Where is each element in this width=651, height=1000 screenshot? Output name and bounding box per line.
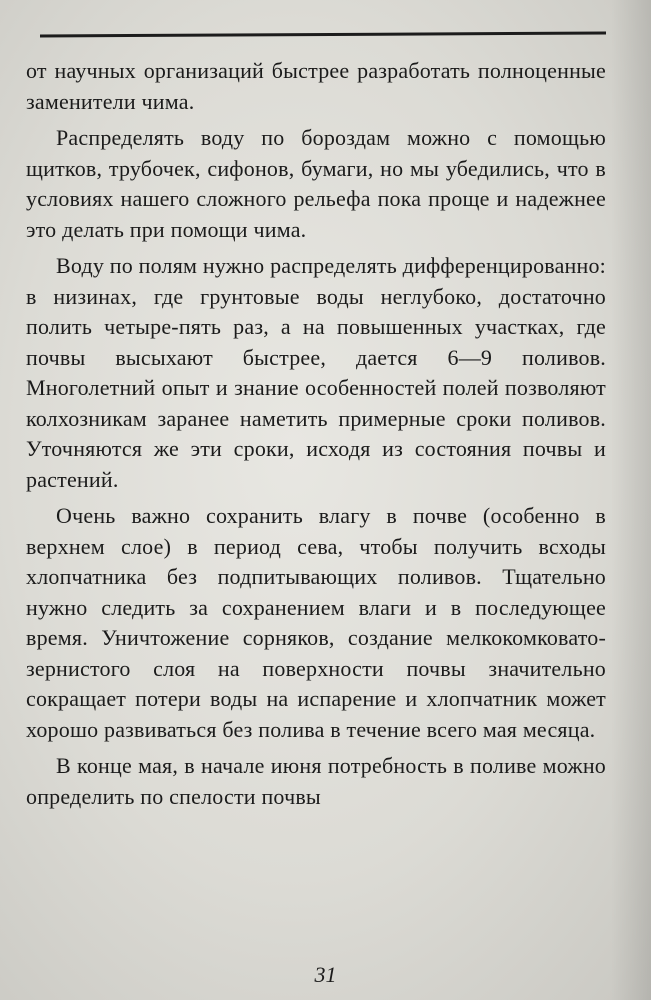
body-text [26,56,606,818]
paragraph: В конце мая, в начале июня потребность в поливе можно определить по спелости почвы [26,753,606,809]
paragraph: Очень важно сохранить влагу в почве (особенно в верхнем слое) в период сева, чтобы получить всходы хлопчатника без подпитывающих поливов. Тщательно нужно следить за сохранением влаги и в последующее время. Уничтожение сорняков, создание мелкокомковато-зернистого слоя на поверхности почвы значительно сокращает потери воды на испарение и хлопчатник может хорошо развиваться без полива в течение всего мая месяца. [26,503,606,742]
paragraph: Распределять воду по бороздам можно с помощью щитков, трубочек, сифонов, бумаги, но мы убедились, что в условиях нашего сложного рельефа пока проще и надежнее это делать при помощи чима. [26,125,606,242]
paragraph: Воду по полям нужно распределять дифференцированно: в низинах, где грунтовые воды неглубоко, достаточно полить четыре-пять раз, а на повышенных участках, где почвы высыхают быстрее, дается 6—9 поливов. Многолетний опыт и знание особенностей полей позволяют колхозникам заранее наметить примерные сроки поливов. Уточняются же эти сроки, исходя из состояния почвы и растений. [26,253,606,492]
header-rule [40,32,606,38]
paragraph-continued: от научных организаций быстрее разработать полноценные заменители чима. [26,58,606,114]
page-number: 31 [314,962,337,987]
page-edge-shadow [611,0,651,1000]
